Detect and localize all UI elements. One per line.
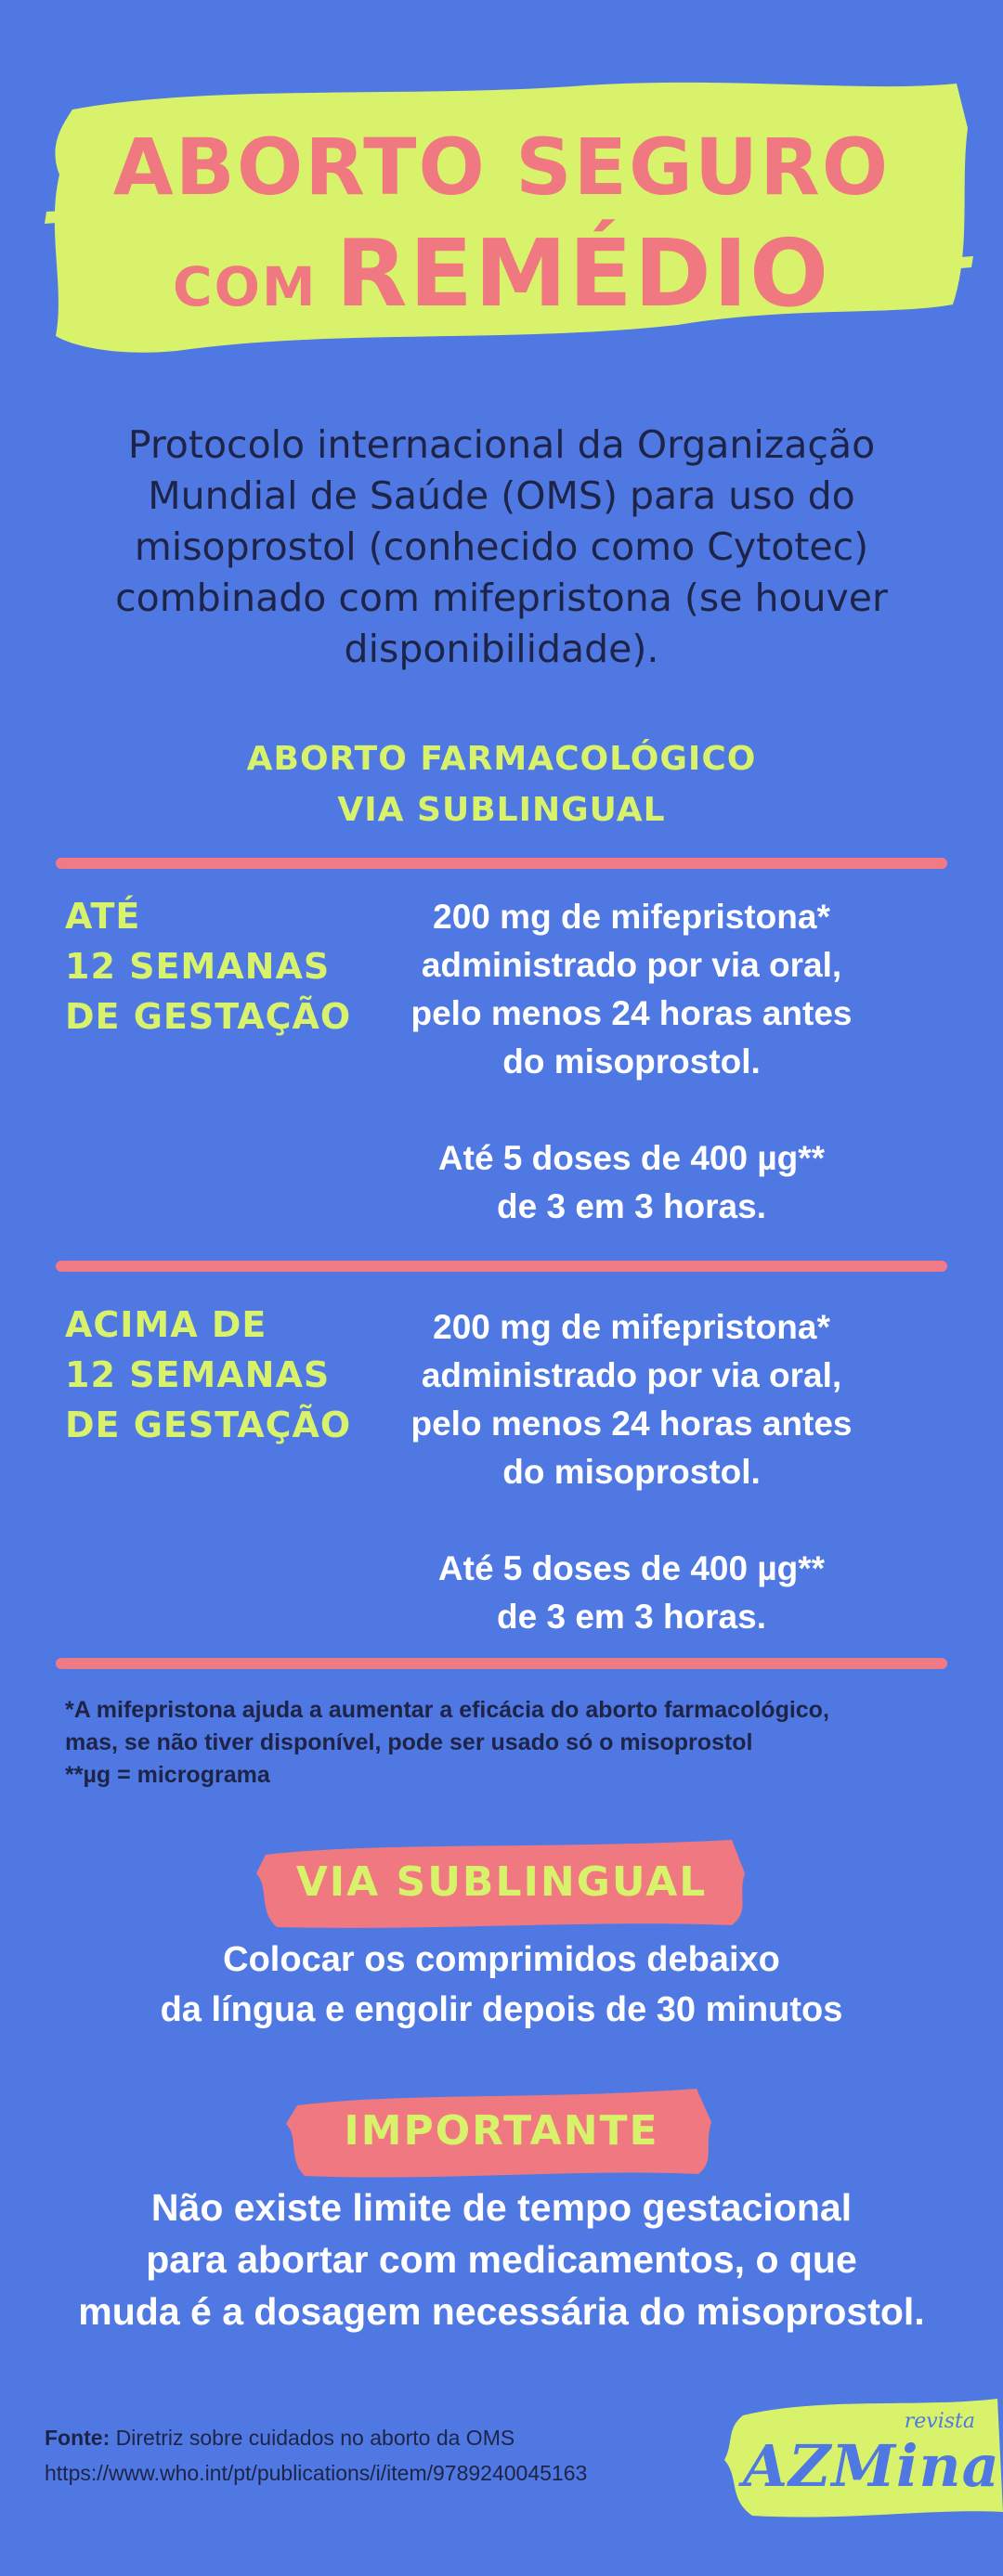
dose-line: administrado por via oral,: [421, 946, 842, 984]
repeat-line: de 3 em 3 horas.: [497, 1187, 766, 1225]
dose-line: do misoprostol.: [502, 1453, 761, 1491]
footnote-line: **µg = micrograma: [65, 1762, 270, 1788]
dose-instructions: [371, 1303, 892, 1641]
stage-line: 12 SEMANAS: [65, 946, 331, 987]
page-title-line1: ABORTO SEGURO: [112, 122, 891, 213]
dose-line: administrado por via oral,: [421, 1356, 842, 1394]
divider: [56, 858, 947, 869]
logo-small-text: revista: [904, 2410, 975, 2433]
sublingual-label: VIA SUBLINGUAL: [295, 1858, 708, 1906]
footnote-line: mas, se não tiver disponível, pode ser usado só o misoprostol: [65, 1729, 753, 1755]
logo: [734, 2404, 1000, 2516]
footnotes: [65, 1694, 957, 1792]
section-heading-line2: VIA SUBLINGUAL: [337, 791, 666, 829]
dose-line: do misoprostol.: [502, 1042, 761, 1081]
sublingual-line: Colocar os comprimidos debaixo: [223, 1940, 780, 1979]
source-label: Fonte:: [45, 2426, 111, 2450]
important-label: IMPORTANTE: [344, 2107, 659, 2155]
source-citation: [45, 2420, 750, 2491]
stage-line: DE GESTAÇÃO: [65, 996, 352, 1037]
stage-label: [65, 1300, 371, 1450]
footnote-line: *A mifepristona ajuda a aumentar a eficácia do aborto farmacológico,: [65, 1697, 829, 1723]
section-heading-line1: ABORTO FARMACOLÓGICO: [246, 740, 757, 778]
repeat-line: Até 5 doses de 400 µg**: [437, 1549, 826, 1587]
source-text: Diretriz sobre cuidados no aborto da OMS: [115, 2426, 515, 2450]
sublingual-instructions: [0, 1935, 1003, 2035]
important-line: Não existe limite de tempo gestacional: [150, 2186, 853, 2229]
stage-line: 12 SEMANAS: [65, 1354, 331, 1395]
repeat-line: Até 5 doses de 400 µg**: [437, 1139, 826, 1177]
stage-line: DE GESTAÇÃO: [65, 1405, 352, 1445]
stage-label: [65, 891, 371, 1042]
divider: [56, 1261, 947, 1272]
source-url[interactable]: https://www.who.int/pt/publications/i/item/9789240045163: [45, 2461, 588, 2485]
dose-line: 200 mg de mifepristona*: [433, 1308, 830, 1346]
stage-line: ATÉ: [65, 896, 141, 937]
intro-text: Protocolo internacional da Organização Mundial de Saúde (OMS) para uso do misoprostol (conhecido como Cytotec) combinado com mifepristona (se houver disponibilidade).: [115, 422, 888, 671]
dose-line: pelo menos 24 horas antes: [410, 994, 853, 1032]
sublingual-line: da língua e engolir depois de 30 minutos: [160, 1990, 843, 2029]
important-line: para abortar com medicamentos, o que: [146, 2238, 857, 2281]
logo-main-text: AZMina: [743, 2432, 1000, 2500]
stage-line: ACIMA DE: [65, 1304, 267, 1345]
page-title-small-word: COM: [173, 255, 318, 318]
dose-line: pelo menos 24 horas antes: [410, 1405, 853, 1443]
dose-line: 200 mg de mifepristona*: [433, 898, 830, 936]
divider: [56, 1658, 947, 1669]
important-text: [0, 2181, 1003, 2337]
page-title-big-word: REMÉDIO: [335, 219, 830, 328]
important-line: muda é a dosagem necessária do misoprostol.: [78, 2290, 925, 2333]
dose-instructions: [371, 893, 892, 1231]
page-title-line2: [0, 219, 1003, 352]
repeat-line: de 3 em 3 horas.: [497, 1598, 766, 1636]
